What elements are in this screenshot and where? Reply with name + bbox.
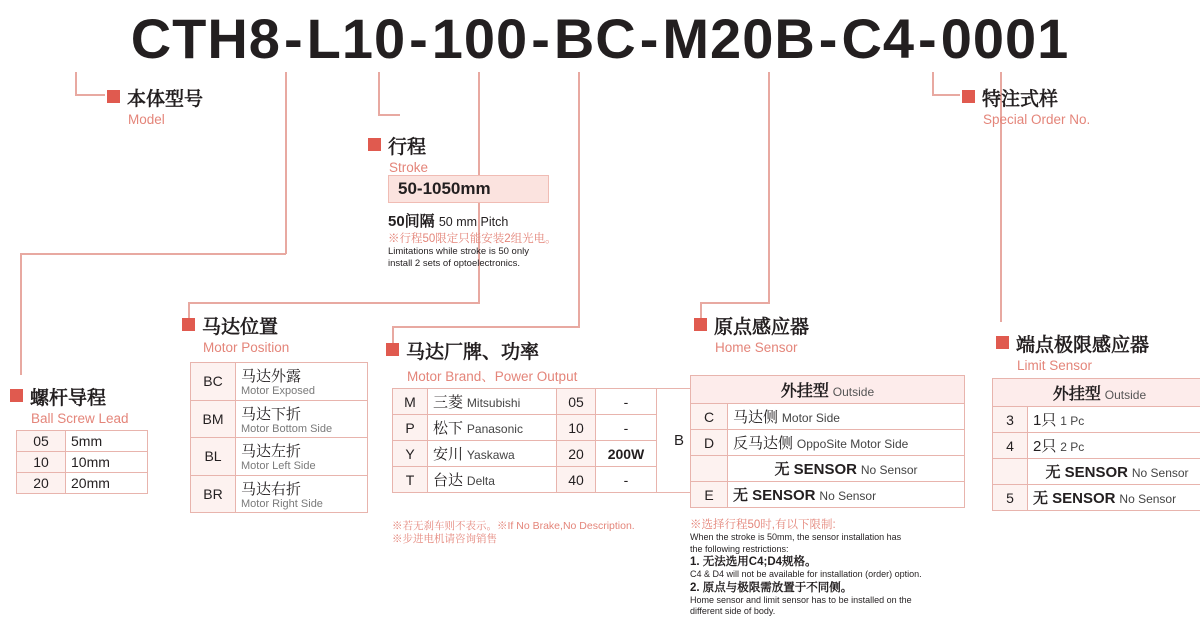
lead-value-0: 5mm: [66, 431, 148, 452]
limit-value-1: [1028, 433, 1200, 459]
code-segment-model: CTH8: [131, 6, 281, 71]
power-key-1: 10: [557, 415, 596, 441]
leader-line-home-v1: [768, 72, 770, 302]
section-special-order-title-cn: 特注式样: [982, 84, 1058, 111]
brand-key-3: T: [393, 467, 428, 493]
motorpos-value-2: [236, 438, 368, 476]
table-row: [191, 400, 368, 438]
table-row: [191, 475, 368, 513]
table-row: [17, 473, 148, 494]
lead-key-0: 05: [17, 431, 66, 452]
home-value-0-cn: 马达侧: [733, 409, 778, 426]
code-dash: -: [915, 6, 941, 71]
table-row: [191, 363, 368, 401]
leader-line-model-v: [75, 72, 77, 94]
code-segment-motor-position: BC: [554, 6, 637, 71]
motorpos-key-3: BR: [191, 475, 236, 513]
home-key-1: D: [691, 430, 728, 456]
table-row: [393, 389, 702, 415]
code-segment-lead: L10: [307, 6, 407, 71]
bullet-square-icon: [996, 336, 1009, 349]
power-key-0: 05: [557, 389, 596, 415]
lead-key-1: 10: [17, 452, 66, 473]
home-note-item2-en1: Home sensor and limit sensor has to be installed on the: [690, 595, 990, 606]
leader-line-lead-v3: [20, 253, 22, 375]
home-value-1: [728, 430, 965, 456]
home-value-3-cn: 无 SENSOR: [733, 487, 816, 504]
limit-key-0: 3: [993, 407, 1028, 433]
limit-value-2-cn: 无 SENSOR: [1045, 464, 1128, 481]
code-segment-motor-brand: M20B: [662, 6, 815, 71]
section-limit-title-cn: 端点极限感应器: [1016, 330, 1149, 357]
section-ball-screw-lead: [10, 383, 129, 426]
limit-value-1-cn: 2只: [1033, 438, 1056, 455]
motorpos-value-2-cn: 马达左折: [241, 443, 301, 460]
brand-name-0-en: Mitsubishi: [467, 396, 520, 410]
limit-value-1-en: 2 Pc: [1060, 440, 1084, 454]
stroke-note-en1: Limitations while stroke is 50 only: [388, 246, 618, 258]
brake-code: B: [657, 389, 702, 493]
stroke-note-en2: install 2 sets of optoelectronics.: [388, 258, 618, 270]
table-row: [17, 452, 148, 473]
stroke-note: [388, 232, 618, 270]
home-note-item2-cn: 2. 原点与极限需放置于不同侧。: [690, 581, 990, 595]
brand-name-2-en: Yaskawa: [467, 448, 515, 462]
brand-name-1-cn: 松下: [433, 420, 463, 437]
home-sensor-header-en: Outside: [833, 385, 874, 399]
motorpos-key-0: BC: [191, 363, 236, 401]
leader-line-model-h: [75, 94, 105, 96]
motorpos-value-1: [236, 400, 368, 438]
motorpos-key-2: BL: [191, 438, 236, 476]
limit-sensor-header-en: Outside: [1105, 388, 1146, 402]
limit-value-0-en: 1 Pc: [1060, 414, 1084, 428]
brand-name-2: [428, 441, 557, 467]
lead-key-2: 20: [17, 473, 66, 494]
limit-sensor-header-cn: 外挂型: [1053, 386, 1101, 403]
home-key-2: [691, 456, 728, 482]
limit-key-2: [993, 459, 1028, 485]
motor-brand-note2-cn: ※步进电机请咨询销售: [392, 533, 662, 546]
home-value-3-en: No Sensor: [819, 489, 876, 503]
section-motor-brand-power: [386, 337, 577, 385]
section-motor-position: [182, 312, 289, 355]
table-row: [393, 467, 702, 493]
power-value-1: -: [596, 415, 657, 441]
leader-line-special-h: [932, 94, 960, 96]
section-lead-title-cn: 螺杆导程: [30, 383, 106, 410]
lead-value-1: 10mm: [66, 452, 148, 473]
brand-name-0-cn: 三菱: [433, 394, 463, 411]
table-row: [691, 430, 965, 456]
section-home-sensor: [694, 312, 809, 355]
brand-name-2-cn: 安川: [433, 446, 463, 463]
stroke-details: [388, 175, 549, 231]
home-value-2: [728, 456, 965, 482]
leader-line-motorpos-h1: [188, 302, 480, 304]
limit-value-0-cn: 1只: [1033, 412, 1056, 429]
motor-brand-power-table: [392, 388, 702, 493]
stroke-range-value: 50-1050mm: [388, 175, 549, 203]
brand-name-1-en: Panasonic: [467, 422, 523, 436]
code-dash: -: [406, 6, 432, 71]
table-row: [993, 485, 1200, 511]
home-key-3: E: [691, 482, 728, 508]
brand-key-0: M: [393, 389, 428, 415]
limit-key-1: 4: [993, 433, 1028, 459]
stroke-pitch: [388, 210, 549, 231]
section-limit-sensor: [996, 330, 1149, 373]
brand-name-3-cn: 台达: [433, 472, 463, 489]
table-row: [691, 482, 965, 508]
code-dash: -: [281, 6, 307, 71]
table-row: [993, 433, 1200, 459]
motorpos-value-1-en: Motor Bottom Side: [241, 424, 362, 436]
stroke-note-cn: ※行程50限定只能安装2组光电。: [388, 232, 618, 246]
bullet-square-icon: [386, 343, 399, 356]
section-lead-title-en: Ball Screw Lead: [31, 411, 129, 426]
limit-value-3-cn: 无 SENSOR: [1033, 490, 1116, 507]
section-motorpos-title-en: Motor Position: [203, 340, 289, 355]
bullet-square-icon: [694, 318, 707, 331]
table-row: [393, 415, 702, 441]
section-motorbrand-title-en: Motor Brand、Power Output: [407, 365, 577, 385]
section-special-order-title-en: Special Order No.: [983, 112, 1090, 127]
leader-line-lead-v1: [285, 72, 287, 94]
home-note-item1-cn: 1. 无法选用C4;D4规格。: [690, 555, 990, 569]
motorpos-value-3: [236, 475, 368, 513]
home-note-item1-en: C4 & D4 will not be available for installation (order) option.: [690, 569, 990, 580]
code-dash: -: [528, 6, 554, 71]
home-key-0: C: [691, 404, 728, 430]
table-row: [993, 459, 1200, 485]
section-limit-title-en: Limit Sensor: [1017, 358, 1149, 373]
motor-brand-note1-cn: ※若无刹车则不表示。: [392, 520, 497, 532]
ball-screw-lead-table: [16, 430, 148, 494]
section-model-title-cn: 本体型号: [127, 84, 203, 111]
home-value-1-en: OppoSite Motor Side: [797, 437, 908, 451]
stroke-pitch-en: 50 mm Pitch: [439, 215, 508, 229]
home-sensor-header: [691, 376, 965, 404]
motorpos-value-1-cn: 马达下折: [241, 406, 301, 423]
section-stroke: [368, 132, 428, 175]
power-value-3: -: [596, 467, 657, 493]
leader-line-limit-v2: [1000, 280, 1002, 322]
home-note-title-en2: the following restrictions:: [690, 544, 990, 555]
table-row-header: [993, 379, 1200, 407]
table-row: [17, 431, 148, 452]
stroke-pitch-cn: 50间隔: [388, 213, 435, 230]
bullet-square-icon: [10, 389, 23, 402]
home-note-title-en1: When the stroke is 50mm, the sensor installation has: [690, 532, 990, 543]
brand-key-2: Y: [393, 441, 428, 467]
limit-key-3: 5: [993, 485, 1028, 511]
table-row-header: [691, 376, 965, 404]
table-row: [191, 438, 368, 476]
motor-brand-note: [392, 520, 662, 546]
motor-position-table: [190, 362, 368, 513]
home-sensor-header-cn: 外挂型: [781, 383, 829, 400]
power-key-3: 40: [557, 467, 596, 493]
bullet-square-icon: [962, 90, 975, 103]
leader-line-home-h1: [700, 302, 770, 304]
home-value-3: [728, 482, 965, 508]
section-motorbrand-title-cn: 马达厂牌、功率: [406, 337, 539, 364]
home-note-item2-en2: different side of body.: [690, 606, 990, 617]
home-value-0: [728, 404, 965, 430]
power-value-2: 200W: [596, 441, 657, 467]
home-sensor-notes: [690, 518, 990, 617]
limit-value-2-en: No Sensor: [1132, 466, 1189, 480]
leader-line-lead-v2: [285, 94, 287, 254]
motorpos-value-0: [236, 363, 368, 401]
home-value-2-cn: 无 SENSOR: [774, 461, 857, 478]
part-number-code: [0, 6, 1200, 71]
section-model: [107, 84, 203, 127]
home-value-0-en: Motor Side: [782, 411, 840, 425]
code-segment-stroke: 100: [432, 6, 528, 71]
brand-name-3: [428, 467, 557, 493]
code-dash: -: [637, 6, 663, 71]
brand-name-3-en: Delta: [467, 474, 495, 488]
limit-sensor-table: [992, 378, 1200, 511]
leader-line-stroke-v: [378, 72, 380, 114]
brand-name-0: [428, 389, 557, 415]
home-sensor-table: [690, 375, 965, 508]
motorpos-value-0-en: Motor Exposed: [241, 386, 362, 398]
code-segment-home-sensor: C4: [841, 6, 915, 71]
section-model-title-en: Model: [128, 112, 203, 127]
bullet-square-icon: [368, 138, 381, 151]
section-motorpos-title-cn: 马达位置: [202, 312, 278, 339]
code-segment-special-order: 0001: [941, 6, 1070, 71]
lead-value-2: 20mm: [66, 473, 148, 494]
section-stroke-title-en: Stroke: [389, 160, 428, 175]
section-home-title-en: Home Sensor: [715, 340, 809, 355]
brand-key-1: P: [393, 415, 428, 441]
table-row: [691, 404, 965, 430]
power-key-2: 20: [557, 441, 596, 467]
code-dash: -: [816, 6, 842, 71]
table-row: [691, 456, 965, 482]
motorpos-value-0-cn: 马达外露: [241, 368, 301, 385]
table-row: [393, 441, 702, 467]
section-stroke-title-cn: 行程: [388, 132, 426, 159]
leader-line-stroke-h: [378, 114, 400, 116]
limit-value-0: [1028, 407, 1200, 433]
motorpos-value-2-en: Motor Left Side: [241, 461, 362, 473]
table-row: [993, 407, 1200, 433]
motorpos-value-3-en: Motor Right Side: [241, 499, 362, 511]
limit-value-2: [1028, 459, 1200, 485]
brand-name-1: [428, 415, 557, 441]
limit-value-3: [1028, 485, 1200, 511]
motor-brand-note1-en: ※If No Brake,No Description.: [497, 520, 635, 532]
limit-sensor-header: [993, 379, 1200, 407]
leader-line-special-v: [932, 72, 934, 94]
motorpos-key-1: BM: [191, 400, 236, 438]
limit-value-3-en: No Sensor: [1119, 492, 1176, 506]
section-special-order: [962, 84, 1090, 127]
home-note-title-cn: ※选择行程50时,有以下限制:: [690, 518, 990, 532]
home-value-1-cn: 反马达侧: [733, 435, 793, 452]
motorpos-value-3-cn: 马达右折: [241, 481, 301, 498]
power-value-0: -: [596, 389, 657, 415]
bullet-square-icon: [182, 318, 195, 331]
leader-line-motorbrand-h1: [392, 326, 580, 328]
leader-line-lead-h1: [20, 253, 286, 255]
bullet-square-icon: [107, 90, 120, 103]
section-home-title-cn: 原点感应器: [714, 312, 809, 339]
motor-brand-note-line1: [392, 520, 662, 533]
leader-line-motorbrand-v1: [578, 72, 580, 326]
home-value-2-en: No Sensor: [861, 463, 918, 477]
